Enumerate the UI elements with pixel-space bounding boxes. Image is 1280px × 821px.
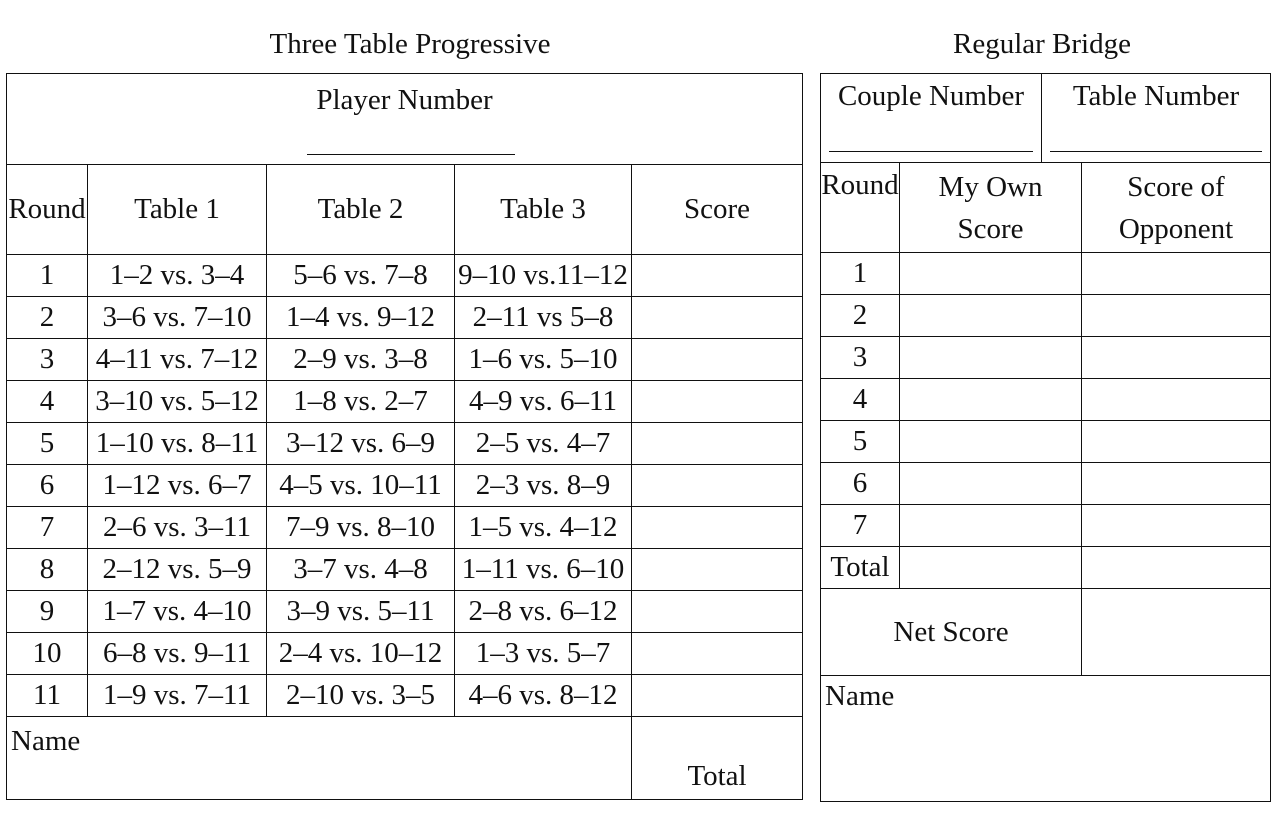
table-row [821, 421, 1271, 463]
table-3-pairing: 9–10 vs.11–12 [455, 255, 632, 297]
round-number: 8 [7, 549, 88, 591]
own-score-field[interactable] [900, 463, 1082, 505]
round-number: 1 [821, 253, 900, 295]
name-field[interactable] [7, 717, 632, 800]
total-row [821, 547, 1271, 589]
opponent-score-field[interactable] [1082, 253, 1271, 295]
table-row [7, 591, 803, 633]
own-score-field[interactable] [900, 379, 1082, 421]
table-row [7, 423, 803, 465]
opponent-line-1: Score of [1127, 170, 1225, 203]
table-2-pairing: 4–5 vs. 10–11 [267, 465, 455, 507]
table-1-pairing: 4–11 vs. 7–12 [88, 339, 267, 381]
round-number: 4 [7, 381, 88, 423]
player-number-label: Player Number [316, 84, 493, 116]
opponent-score-field[interactable] [1082, 505, 1271, 547]
table-1-pairing: 6–8 vs. 9–11 [88, 633, 267, 675]
table-2-pairing: 3–12 vs. 6–9 [267, 423, 455, 465]
table-row [821, 253, 1271, 295]
couple-number-line [829, 151, 1033, 152]
table-1-pairing: 2–12 vs. 5–9 [88, 549, 267, 591]
round-number: 9 [7, 591, 88, 633]
table-3-pairing: 2–5 vs. 4–7 [455, 423, 632, 465]
table-row [821, 295, 1271, 337]
table-3-pairing: 4–9 vs. 6–11 [455, 381, 632, 423]
table-2-pairing: 7–9 vs. 8–10 [267, 507, 455, 549]
header-own-score [900, 163, 1082, 253]
total-label: Total [821, 547, 900, 589]
couple-number-label: Couple Number [837, 80, 1025, 112]
round-number: 4 [821, 379, 900, 421]
own-score-field[interactable] [900, 337, 1082, 379]
own-total-field[interactable] [900, 547, 1082, 589]
table-row [821, 379, 1271, 421]
round-number: 3 [821, 337, 900, 379]
own-score-line-2: Score [957, 212, 1024, 245]
regular-bridge-table [820, 73, 1271, 802]
table-row [821, 337, 1271, 379]
score-field[interactable] [632, 549, 803, 591]
table-3-pairing: 2–11 vs 5–8 [455, 297, 632, 339]
round-number: 7 [821, 505, 900, 547]
own-score-line-1: My Own [938, 170, 1043, 203]
opponent-line-2: Opponent [1118, 212, 1234, 245]
table-3-pairing: 1–3 vs. 5–7 [455, 633, 632, 675]
round-number: 3 [7, 339, 88, 381]
net-score-field[interactable] [1082, 589, 1271, 676]
score-field[interactable] [632, 297, 803, 339]
opponent-score-field[interactable] [1082, 337, 1271, 379]
table-2-pairing: 5–6 vs. 7–8 [267, 255, 455, 297]
total-label: Total [687, 760, 747, 792]
table-row [7, 381, 803, 423]
progressive-score-table [6, 73, 803, 800]
header-table-1: Table 1 [88, 165, 267, 255]
round-number: 2 [7, 297, 88, 339]
header-score: Score [632, 165, 803, 255]
name-label: Name [11, 725, 81, 757]
table-3-pairing: 2–8 vs. 6–12 [455, 591, 632, 633]
table-3-pairing: 1–5 vs. 4–12 [455, 507, 632, 549]
table-1-pairing: 1–7 vs. 4–10 [88, 591, 267, 633]
opponent-score-field[interactable] [1082, 379, 1271, 421]
table-3-pairing: 1–11 vs. 6–10 [455, 549, 632, 591]
table-2-pairing: 3–7 vs. 4–8 [267, 549, 455, 591]
table-row [7, 633, 803, 675]
table-2-pairing: 1–8 vs. 2–7 [267, 381, 455, 423]
score-field[interactable] [632, 633, 803, 675]
score-field[interactable] [632, 339, 803, 381]
header-table-2: Table 2 [267, 165, 455, 255]
table-2-pairing: 2–9 vs. 3–8 [267, 339, 455, 381]
header-round: Round [821, 163, 900, 253]
total-score-field[interactable] [632, 717, 803, 800]
table-3-pairing: 1–6 vs. 5–10 [455, 339, 632, 381]
round-number: 10 [7, 633, 88, 675]
regular-bridge-title: Regular Bridge [953, 28, 1131, 60]
table-1-pairing: 1–12 vs. 6–7 [88, 465, 267, 507]
table-row [7, 507, 803, 549]
table-row [821, 505, 1271, 547]
table-2-pairing: 2–4 vs. 10–12 [267, 633, 455, 675]
table-2-pairing: 1–4 vs. 9–12 [267, 297, 455, 339]
opponent-score-field[interactable] [1082, 295, 1271, 337]
player-number-field[interactable] [307, 154, 515, 155]
table-1-pairing: 1–2 vs. 3–4 [88, 255, 267, 297]
own-score-field[interactable] [900, 421, 1082, 463]
header-opponent-score [1082, 163, 1271, 253]
own-score-field[interactable] [900, 505, 1082, 547]
table-row [7, 255, 803, 297]
table-row [7, 339, 803, 381]
table-row [821, 463, 1271, 505]
own-score-field[interactable] [900, 253, 1082, 295]
round-number: 11 [7, 675, 88, 717]
table-2-pairing: 2–10 vs. 3–5 [267, 675, 455, 717]
round-number: 7 [7, 507, 88, 549]
table-number-line [1050, 151, 1262, 152]
net-score-label: Net Score [821, 589, 1082, 676]
table-1-pairing: 1–10 vs. 8–11 [88, 423, 267, 465]
round-number: 6 [821, 463, 900, 505]
opponent-score-field[interactable] [1082, 463, 1271, 505]
table-number-label: Table Number [1072, 80, 1240, 112]
progressive-title: Three Table Progressive [269, 28, 551, 60]
score-field[interactable] [632, 423, 803, 465]
opponent-total-field[interactable] [1082, 547, 1271, 589]
table-2-pairing: 3–9 vs. 5–11 [267, 591, 455, 633]
player-number-cell [7, 74, 803, 165]
opponent-score-field[interactable] [1082, 421, 1271, 463]
own-score-field[interactable] [900, 295, 1082, 337]
table-row [7, 675, 803, 717]
table-3-pairing: 4–6 vs. 8–12 [455, 675, 632, 717]
round-number: 1 [7, 255, 88, 297]
table-row [7, 297, 803, 339]
name-field[interactable] [821, 676, 1271, 802]
name-label: Name [825, 680, 895, 712]
table-row [7, 549, 803, 591]
table-1-pairing: 2–6 vs. 3–11 [88, 507, 267, 549]
round-number: 6 [7, 465, 88, 507]
round-number: 5 [7, 423, 88, 465]
table-number-cell[interactable] [1042, 74, 1271, 163]
header-table-3: Table 3 [455, 165, 632, 255]
table-1-pairing: 3–10 vs. 5–12 [88, 381, 267, 423]
round-number: 5 [821, 421, 900, 463]
table-3-pairing: 2–3 vs. 8–9 [455, 465, 632, 507]
score-field[interactable] [632, 465, 803, 507]
table-row [7, 465, 803, 507]
header-round: Round [7, 165, 88, 255]
score-field[interactable] [632, 591, 803, 633]
round-number: 2 [821, 295, 900, 337]
score-field[interactable] [632, 255, 803, 297]
table-1-pairing: 1–9 vs. 7–11 [88, 675, 267, 717]
score-field[interactable] [632, 507, 803, 549]
couple-number-cell[interactable] [821, 74, 1042, 163]
score-field[interactable] [632, 675, 803, 717]
table-1-pairing: 3–6 vs. 7–10 [88, 297, 267, 339]
score-field[interactable] [632, 381, 803, 423]
